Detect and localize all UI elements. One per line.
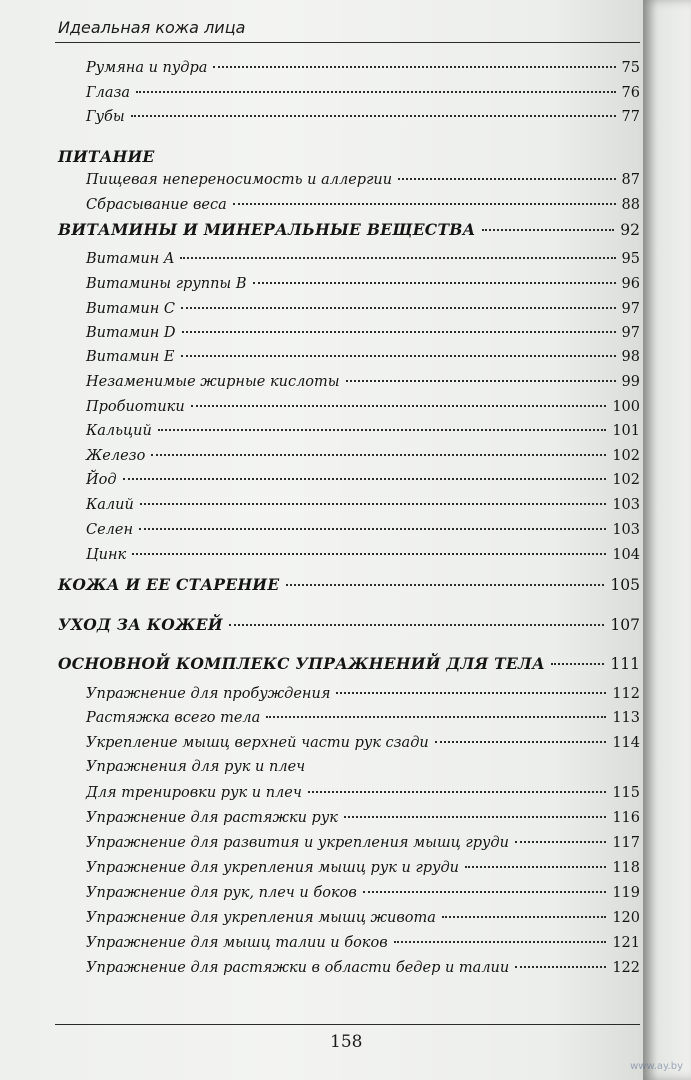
toc-entry-title: Йод bbox=[86, 472, 117, 488]
dot-leader bbox=[308, 791, 606, 793]
dot-leader bbox=[181, 307, 616, 309]
toc-page-number: 120 bbox=[612, 910, 640, 926]
toc-entry bbox=[86, 543, 640, 567]
toc-entry bbox=[86, 247, 640, 271]
toc-entry-title: КОЖА И ЕЕ СТАРЕНИЕ bbox=[58, 575, 280, 594]
toc-entry-title: Витамин D bbox=[86, 325, 176, 341]
toc-entry bbox=[86, 444, 640, 468]
toc-entry-title: Сбрасывание веса bbox=[86, 197, 227, 213]
toc-entry bbox=[86, 806, 640, 830]
dot-leader bbox=[363, 891, 607, 893]
dot-leader bbox=[140, 503, 607, 505]
toc-entry bbox=[86, 105, 640, 129]
dot-leader bbox=[515, 966, 606, 968]
toc-section-entry bbox=[58, 218, 640, 242]
toc-entry-title: Растяжка всего тела bbox=[86, 710, 261, 726]
toc-page-number: 75 bbox=[621, 60, 640, 76]
dot-leader bbox=[151, 454, 606, 456]
toc-entry-title: Упражнение для растяжки в области бедер и талии bbox=[86, 960, 510, 976]
toc-page-number: 101 bbox=[612, 423, 640, 439]
toc-entry bbox=[86, 755, 640, 779]
toc-entry bbox=[86, 370, 640, 394]
toc-entry bbox=[86, 81, 640, 105]
dot-leader bbox=[180, 257, 615, 259]
toc-entry-title: Витамин E bbox=[86, 349, 175, 365]
toc-page-number: 103 bbox=[612, 522, 640, 538]
toc-entry-title: Упражнение для развития и укрепления мышц груди bbox=[86, 835, 509, 851]
toc-entry bbox=[86, 518, 640, 542]
toc-page-number: 96 bbox=[621, 276, 640, 292]
toc-entry-title: Для тренировки рук и плеч bbox=[86, 785, 302, 801]
dot-leader bbox=[515, 841, 606, 843]
toc-page-number: 76 bbox=[621, 85, 640, 101]
toc-entry-title: Кальций bbox=[86, 423, 152, 439]
toc-entry bbox=[86, 881, 640, 905]
toc-entry bbox=[86, 272, 640, 296]
toc-page-number: 95 bbox=[621, 251, 640, 267]
dot-leader bbox=[181, 355, 616, 357]
dot-leader bbox=[344, 816, 606, 818]
toc-page-number: 92 bbox=[620, 221, 640, 239]
toc-entry-title: ВИТАМИНЫ И МИНЕРАЛЬНЫЕ ВЕЩЕСТВА bbox=[58, 220, 476, 239]
toc-entry-title: Витамин C bbox=[86, 301, 176, 317]
toc-section-entry bbox=[58, 145, 640, 169]
toc-page-number: 100 bbox=[612, 399, 640, 415]
toc-page-number: 105 bbox=[610, 576, 640, 594]
toc-entry-title: Упражнение для пробуждения bbox=[86, 686, 331, 702]
toc-entry-title: Цинк bbox=[86, 547, 127, 563]
dot-leader bbox=[286, 584, 605, 586]
toc-page-number: 103 bbox=[612, 497, 640, 513]
toc-entry bbox=[86, 781, 640, 805]
toc-page-number: 102 bbox=[612, 448, 640, 464]
toc-entry bbox=[86, 168, 640, 192]
toc-entry bbox=[86, 395, 640, 419]
dot-leader bbox=[435, 741, 607, 743]
toc-entry-title: Незаменимые жирные кислоты bbox=[86, 374, 340, 390]
dot-leader bbox=[465, 866, 606, 868]
dot-leader bbox=[394, 941, 607, 943]
toc-entry-title: Упражнение для рук, плеч и боков bbox=[86, 885, 357, 901]
dot-leader bbox=[442, 916, 606, 918]
dot-leader bbox=[336, 692, 606, 694]
toc-entry-title: Румяна и пудра bbox=[86, 60, 208, 76]
toc-entry bbox=[86, 345, 640, 369]
dot-leader bbox=[266, 716, 606, 718]
toc-page-number: 97 bbox=[621, 325, 640, 341]
toc-page-number: 104 bbox=[612, 547, 640, 563]
toc-entry-title: Упражнение для укрепления мышц живота bbox=[86, 910, 436, 926]
dot-leader bbox=[551, 663, 604, 665]
toc-page-number: 114 bbox=[612, 735, 640, 751]
page-number: 158 bbox=[330, 1032, 363, 1052]
toc-page-number: 88 bbox=[621, 197, 640, 213]
toc-section-entry bbox=[58, 652, 640, 676]
toc-page-number: 87 bbox=[621, 172, 640, 188]
toc-entry bbox=[86, 706, 640, 730]
toc-page-number: 102 bbox=[612, 472, 640, 488]
toc-entry-title: Селен bbox=[86, 522, 134, 538]
toc-page-number: 97 bbox=[621, 301, 640, 317]
toc-page-number: 111 bbox=[610, 655, 640, 673]
toc-entry-title: ОСНОВНОЙ КОМПЛЕКС УПРАЖНЕНИЙ ДЛЯ ТЕЛА bbox=[58, 654, 545, 673]
toc-entry-title: УХОД ЗА КОЖЕЙ bbox=[58, 615, 223, 634]
toc-entry bbox=[86, 831, 640, 855]
toc-entry bbox=[86, 193, 640, 217]
dot-leader bbox=[131, 115, 616, 117]
dot-leader bbox=[132, 553, 606, 555]
dot-leader bbox=[229, 624, 605, 626]
dot-leader bbox=[253, 282, 616, 284]
toc-entry bbox=[86, 731, 640, 755]
toc-entry bbox=[86, 493, 640, 517]
toc-page-number: 118 bbox=[612, 860, 640, 876]
toc-page-number: 115 bbox=[612, 785, 640, 801]
dot-leader bbox=[346, 380, 616, 382]
toc-entry-title: Губы bbox=[86, 109, 125, 125]
dot-leader bbox=[123, 478, 607, 480]
toc-entry bbox=[86, 56, 640, 80]
toc-entry bbox=[86, 682, 640, 706]
dot-leader bbox=[482, 229, 615, 231]
toc-entry-title: Упражнение для мышц талии и боков bbox=[86, 935, 388, 951]
dot-leader bbox=[233, 203, 616, 205]
toc-entry-title: Железо bbox=[86, 448, 146, 464]
footer-rule bbox=[55, 1024, 640, 1025]
dot-leader bbox=[158, 429, 607, 431]
toc-page-number: 113 bbox=[612, 710, 640, 726]
toc-page-number: 99 bbox=[621, 374, 640, 390]
toc-page-number: 116 bbox=[612, 810, 640, 826]
toc-entry bbox=[86, 856, 640, 880]
toc-entry-title: Упражнение для укрепления мышц рук и груди bbox=[86, 860, 460, 876]
toc-entry-title: Глаза bbox=[86, 85, 131, 101]
toc-entry-title: Пробиотики bbox=[86, 399, 185, 415]
toc-section-entry bbox=[58, 573, 640, 597]
toc-entry bbox=[86, 956, 640, 980]
toc-entry-title: Укрепление мышц верхней части рук сзади bbox=[86, 735, 429, 751]
toc-entry-title: Упражнение для растяжки рук bbox=[86, 810, 338, 826]
running-header-title: Идеальная кожа лица bbox=[58, 18, 246, 37]
toc-entry bbox=[86, 297, 640, 321]
toc-entry-title: Пищевая непереносимость и аллергии bbox=[86, 172, 393, 188]
dot-leader bbox=[136, 91, 616, 93]
toc-entry bbox=[86, 906, 640, 930]
watermark-text: www.ay.by bbox=[630, 1061, 683, 1072]
dot-leader bbox=[139, 528, 606, 530]
toc-page-number: 98 bbox=[621, 349, 640, 365]
toc-entry bbox=[86, 419, 640, 443]
toc-section-entry bbox=[58, 613, 640, 637]
toc-page-number: 107 bbox=[610, 616, 640, 634]
dot-leader bbox=[398, 178, 615, 180]
toc-entry bbox=[86, 321, 640, 345]
toc-entry-title: Упражнения для рук и плеч bbox=[86, 759, 306, 775]
toc-entry-title: Витамин A bbox=[86, 251, 175, 267]
toc-page-number: 122 bbox=[612, 960, 640, 976]
toc-page-number: 112 bbox=[612, 686, 640, 702]
toc-entry-title: Калий bbox=[86, 497, 134, 513]
toc-page-number: 117 bbox=[612, 835, 640, 851]
toc-entry bbox=[86, 468, 640, 492]
toc-page-number: 119 bbox=[612, 885, 640, 901]
dot-leader bbox=[213, 66, 615, 68]
toc-page-number: 77 bbox=[621, 109, 640, 125]
dot-leader bbox=[182, 331, 616, 333]
dot-leader bbox=[191, 405, 607, 407]
toc-page-number: 121 bbox=[612, 935, 640, 951]
toc-entry-title: Витамины группы B bbox=[86, 276, 247, 292]
toc-entry bbox=[86, 931, 640, 955]
toc-entry-title: ПИТАНИЕ bbox=[58, 147, 155, 166]
